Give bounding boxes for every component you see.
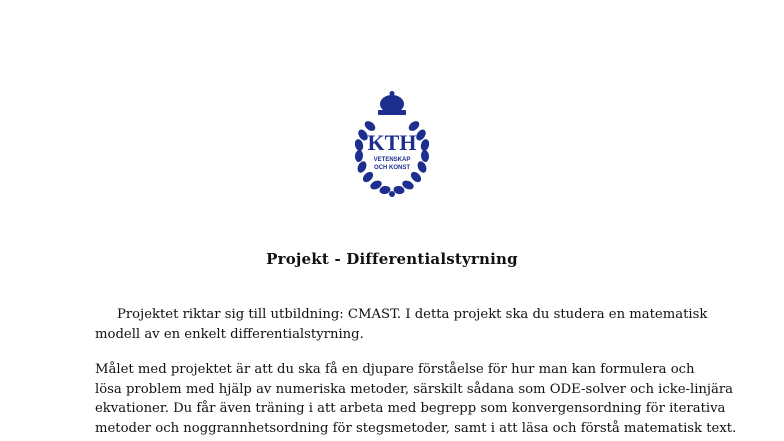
crown-icon	[378, 91, 406, 115]
logo-text-line2: OCH KONST	[374, 165, 410, 171]
document-title: Projekt - Differentialstyrning	[266, 250, 518, 268]
paragraph-1-line-1: Projektet riktar sig till utbildning: CMAST. I detta projekt ska du studera en matematisk	[117, 307, 708, 322]
paragraph-2	[95, 360, 737, 438]
paragraph-1-line-2: modell av en enkelt differentialstyrning.	[95, 326, 364, 342]
logo-text-line1: VETENSKAP	[373, 157, 411, 163]
kth-logo	[340, 90, 444, 200]
paragraph-2-line-2: lösa problem med hjälp av numeriska metoder, särskilt sådana som ODE-solver och icke-linjära	[95, 381, 734, 397]
paragraph-2-line-3: ekvationer. Du får även träning i att arbeta med begrepp som konvergensordning för iterativa	[95, 401, 726, 416]
kth-logo-graphic	[340, 90, 444, 200]
paragraph-2-line-1: Målet med projektet är att du ska få en djupare förståelse för hur man kan formulera och	[95, 362, 695, 377]
paragraph-2-line-4: metoder och noggrannhetsordning för stegsmetoder, samt i att läsa och förstå matematisk text.	[95, 420, 737, 436]
logo-text-main: KTH	[367, 130, 417, 155]
paragraph-1	[95, 305, 708, 344]
